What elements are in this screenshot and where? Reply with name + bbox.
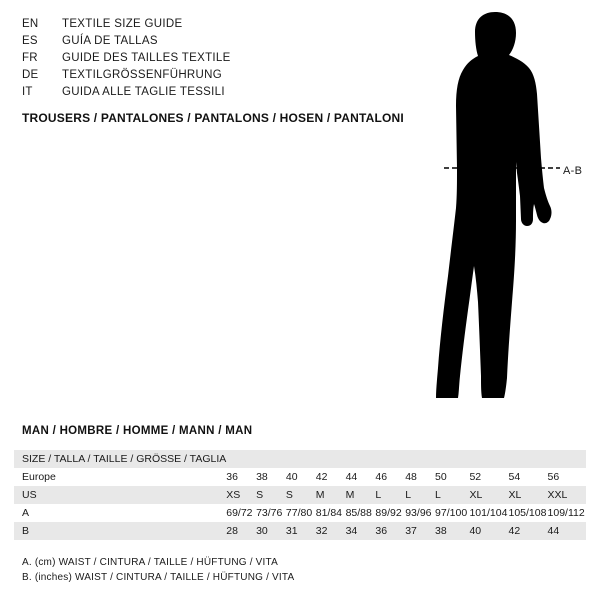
- language-code-fr: FR: [22, 52, 38, 64]
- cell-size-1: [226, 450, 256, 468]
- measure-label-ab: A-B: [563, 165, 583, 177]
- cell-size-10: [509, 450, 548, 468]
- language-header-block: [22, 16, 402, 101]
- cell-size-6: [375, 450, 405, 468]
- row-label-europe: Europe: [22, 471, 56, 483]
- cell-europe-4: 42: [315, 471, 328, 483]
- language-row-en: [22, 16, 402, 33]
- figure-container: [400, 10, 600, 410]
- product-line-title: TROUSERS / PANTALONES / PANTALONS / HOSEN / PANTALONI: [22, 111, 404, 125]
- cell-europe-9: 52: [469, 471, 482, 483]
- language-code-es: ES: [22, 35, 38, 47]
- language-text-fr: GUIDE DES TAILLES TEXTILE: [62, 52, 231, 64]
- cell-b-10: 42: [509, 522, 548, 540]
- row-label-a: A: [22, 507, 30, 519]
- cell-b-4: 32: [316, 522, 346, 540]
- cell-europe-5: 44: [345, 471, 358, 483]
- cell-a-2: 73/76: [256, 507, 283, 519]
- footnotes-block: [22, 555, 294, 585]
- footnote-a: A. (cm) WAIST / CINTURA / TAILLE / HÜFTUNG / VITA: [22, 557, 278, 568]
- cell-a-8: 97/100: [435, 507, 468, 519]
- cell-b-11: 44: [548, 522, 586, 540]
- footnote-b: B. (inches) WAIST / CINTURA / TAILLE / HÜFTUNG / VITA: [22, 572, 295, 583]
- size-table: [14, 450, 586, 540]
- cell-us-3: S: [286, 486, 316, 504]
- language-text-de: TEXTILGRÖSSENFÜHRUNG: [62, 69, 222, 81]
- language-text-en: TEXTILE SIZE GUIDE: [62, 18, 183, 30]
- cell-b-1: 28: [226, 522, 256, 540]
- male-silhouette-icon: [400, 10, 600, 410]
- cell-us-8: L: [435, 486, 469, 504]
- cell-a-9: 101/104: [469, 507, 508, 519]
- language-code-de: DE: [22, 69, 39, 81]
- cell-us-9: XL: [469, 486, 508, 504]
- table-heading-man: MAN / HOMBRE / HOMME / MANN / MAN: [22, 425, 253, 437]
- cell-a-1: 69/72: [226, 507, 253, 519]
- cell-us-2: S: [256, 486, 286, 504]
- cell-a-5: 85/88: [345, 507, 372, 519]
- cell-size-7: [405, 450, 435, 468]
- cell-b-9: 40: [469, 522, 508, 540]
- cell-europe-2: 38: [256, 471, 268, 483]
- cell-us-6: L: [375, 486, 405, 504]
- cell-size-5: [346, 450, 376, 468]
- cell-a-10: 105/108: [508, 507, 547, 519]
- cell-size-8: [435, 450, 469, 468]
- cell-a-3: 77/80: [285, 507, 313, 519]
- cell-size-11: [548, 450, 586, 468]
- cell-b-3: 31: [286, 522, 316, 540]
- cell-europe-10: 54: [508, 471, 521, 483]
- cell-us-1: XS: [226, 486, 256, 504]
- cell-europe-8: 50: [435, 471, 447, 483]
- language-row-es: [22, 33, 402, 50]
- cell-europe-1: 36: [226, 471, 238, 483]
- cell-b-6: 36: [375, 522, 405, 540]
- cell-us-5: M: [346, 486, 376, 504]
- table-row-us: [14, 486, 586, 504]
- cell-us-11: XXL: [548, 486, 586, 504]
- cell-a-4: 81/84: [315, 507, 343, 519]
- cell-europe-6: 46: [375, 471, 388, 483]
- cell-size-9: [469, 450, 508, 468]
- language-code-it: IT: [22, 86, 33, 98]
- table-row-b: [14, 522, 586, 540]
- table-row-europe: [14, 468, 586, 486]
- language-row-de: [22, 67, 402, 84]
- cell-a-6: 89/92: [375, 507, 402, 519]
- cell-b-8: 38: [435, 522, 469, 540]
- cell-europe-7: 48: [405, 471, 417, 483]
- language-code-en: EN: [22, 18, 39, 30]
- cell-us-4: M: [316, 486, 346, 504]
- cell-size-2: [256, 450, 286, 468]
- language-row-it: [22, 84, 402, 101]
- row-label-b: B: [14, 522, 226, 540]
- cell-us-7: L: [405, 486, 435, 504]
- row-label-us: US: [14, 486, 226, 504]
- cell-size-4: [316, 450, 346, 468]
- cell-size-3: [286, 450, 316, 468]
- cell-a-11: 109/112: [547, 507, 585, 519]
- cell-b-2: 30: [256, 522, 286, 540]
- table-row-size-label: [14, 450, 586, 468]
- cell-b-5: 34: [346, 522, 376, 540]
- cell-us-10: XL: [509, 486, 548, 504]
- language-text-it: GUIDA ALLE TAGLIE TESSILI: [62, 86, 225, 98]
- cell-europe-11: 56: [547, 471, 560, 483]
- row-label-size: SIZE / TALLA / TAILLE / GRÖSSE / TAGLIA: [14, 450, 226, 468]
- table-row-a: [14, 504, 586, 522]
- language-text-es: GUÍA DE TALLAS: [62, 35, 158, 47]
- cell-b-7: 37: [405, 522, 435, 540]
- cell-europe-3: 40: [285, 471, 298, 483]
- cell-a-7: 93/96: [405, 507, 432, 519]
- language-row-fr: [22, 50, 402, 67]
